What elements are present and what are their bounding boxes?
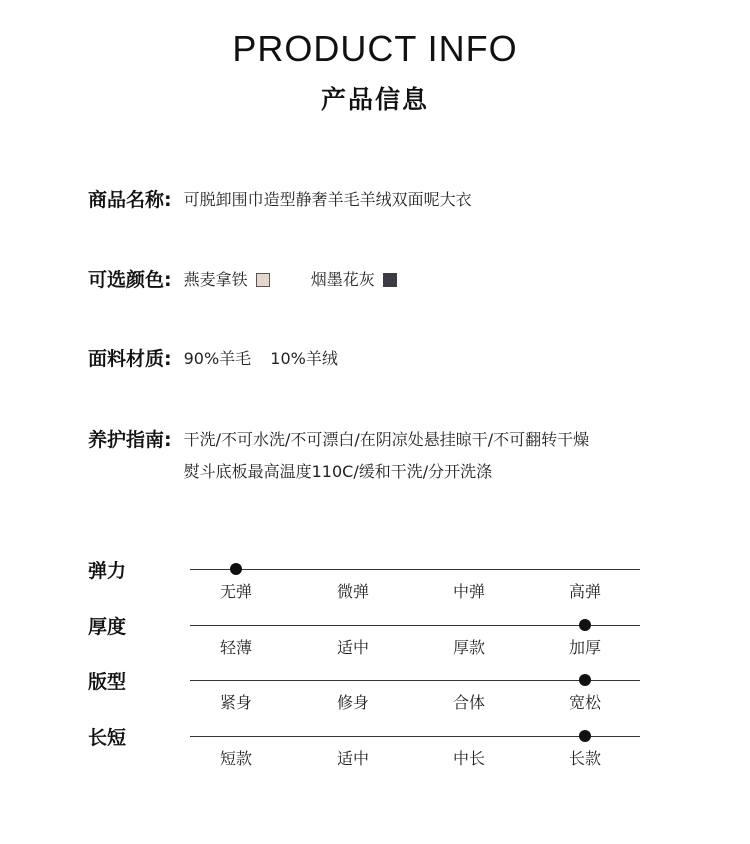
scale-option: 合体 (452, 693, 485, 712)
attribute-scale (190, 625, 640, 665)
care-row (88, 424, 589, 488)
color-options-row (88, 264, 433, 296)
color-options-value (184, 264, 433, 296)
scale-marker-dot (579, 619, 591, 631)
scale-marker-dot (579, 674, 591, 686)
scale-option: 适中 (336, 749, 369, 768)
material-value (184, 343, 352, 375)
color-swatch (256, 273, 270, 287)
care-label: 养护指南: (88, 429, 172, 451)
product-name-row (88, 184, 472, 216)
attribute-label: 厚度 (88, 616, 127, 638)
care-value (184, 424, 590, 488)
page-title-cn: 产品信息 (320, 85, 429, 114)
attribute-scale (190, 680, 640, 720)
scale-line (190, 736, 640, 737)
scale-option: 无弹 (219, 582, 252, 601)
product-name-label: 商品名称: (88, 189, 172, 211)
scale-option: 轻薄 (219, 638, 252, 657)
material-item: 10%羊绒 (270, 349, 338, 368)
scale-marker-dot (230, 563, 242, 575)
material-item: 90%羊毛 (183, 349, 252, 368)
scale-option: 中长 (452, 749, 485, 768)
material-label: 面料材质: (88, 348, 172, 370)
color-option-ink-grey (311, 264, 397, 296)
scale-option: 中弹 (452, 582, 485, 601)
scale-option: 短款 (219, 749, 252, 768)
scale-option: 紧身 (219, 693, 252, 712)
color-name: 燕麦拿铁 (183, 270, 248, 289)
scale-option: 长款 (568, 749, 601, 768)
attribute-label: 长短 (88, 727, 127, 749)
color-options-label: 可选颜色: (88, 269, 172, 291)
product-name-value: 可脱卸围巾造型静奢羊毛羊绒双面呢大衣 (183, 190, 472, 209)
scale-option: 修身 (336, 693, 369, 712)
care-line: 干洗/不可水洗/不可漂白/在阴凉处悬挂晾干/不可翻转干燥 (183, 430, 590, 449)
scale-option: 加厚 (568, 638, 601, 657)
scale-line (190, 680, 640, 681)
scale-option: 高弹 (568, 582, 601, 601)
attribute-label: 弹力 (88, 560, 127, 582)
attribute-scale (190, 569, 640, 609)
scale-option: 厚款 (452, 638, 485, 657)
color-swatch (383, 273, 397, 287)
scale-marker-dot (579, 730, 591, 742)
scale-line (190, 625, 640, 626)
scale-option: 适中 (336, 638, 369, 657)
scale-option: 宽松 (568, 693, 601, 712)
attribute-scale (190, 736, 640, 776)
care-line: 熨斗底板最高温度110C/缓和干洗/分开洗涤 (183, 462, 493, 481)
color-option-oat-latte (184, 264, 270, 296)
scale-option: 微弹 (336, 582, 369, 601)
scale-line (190, 569, 640, 570)
material-row (88, 343, 352, 375)
page-title-en: PRODUCT INFO (232, 28, 518, 69)
color-name: 烟墨花灰 (310, 270, 375, 289)
attribute-label: 版型 (88, 671, 127, 693)
